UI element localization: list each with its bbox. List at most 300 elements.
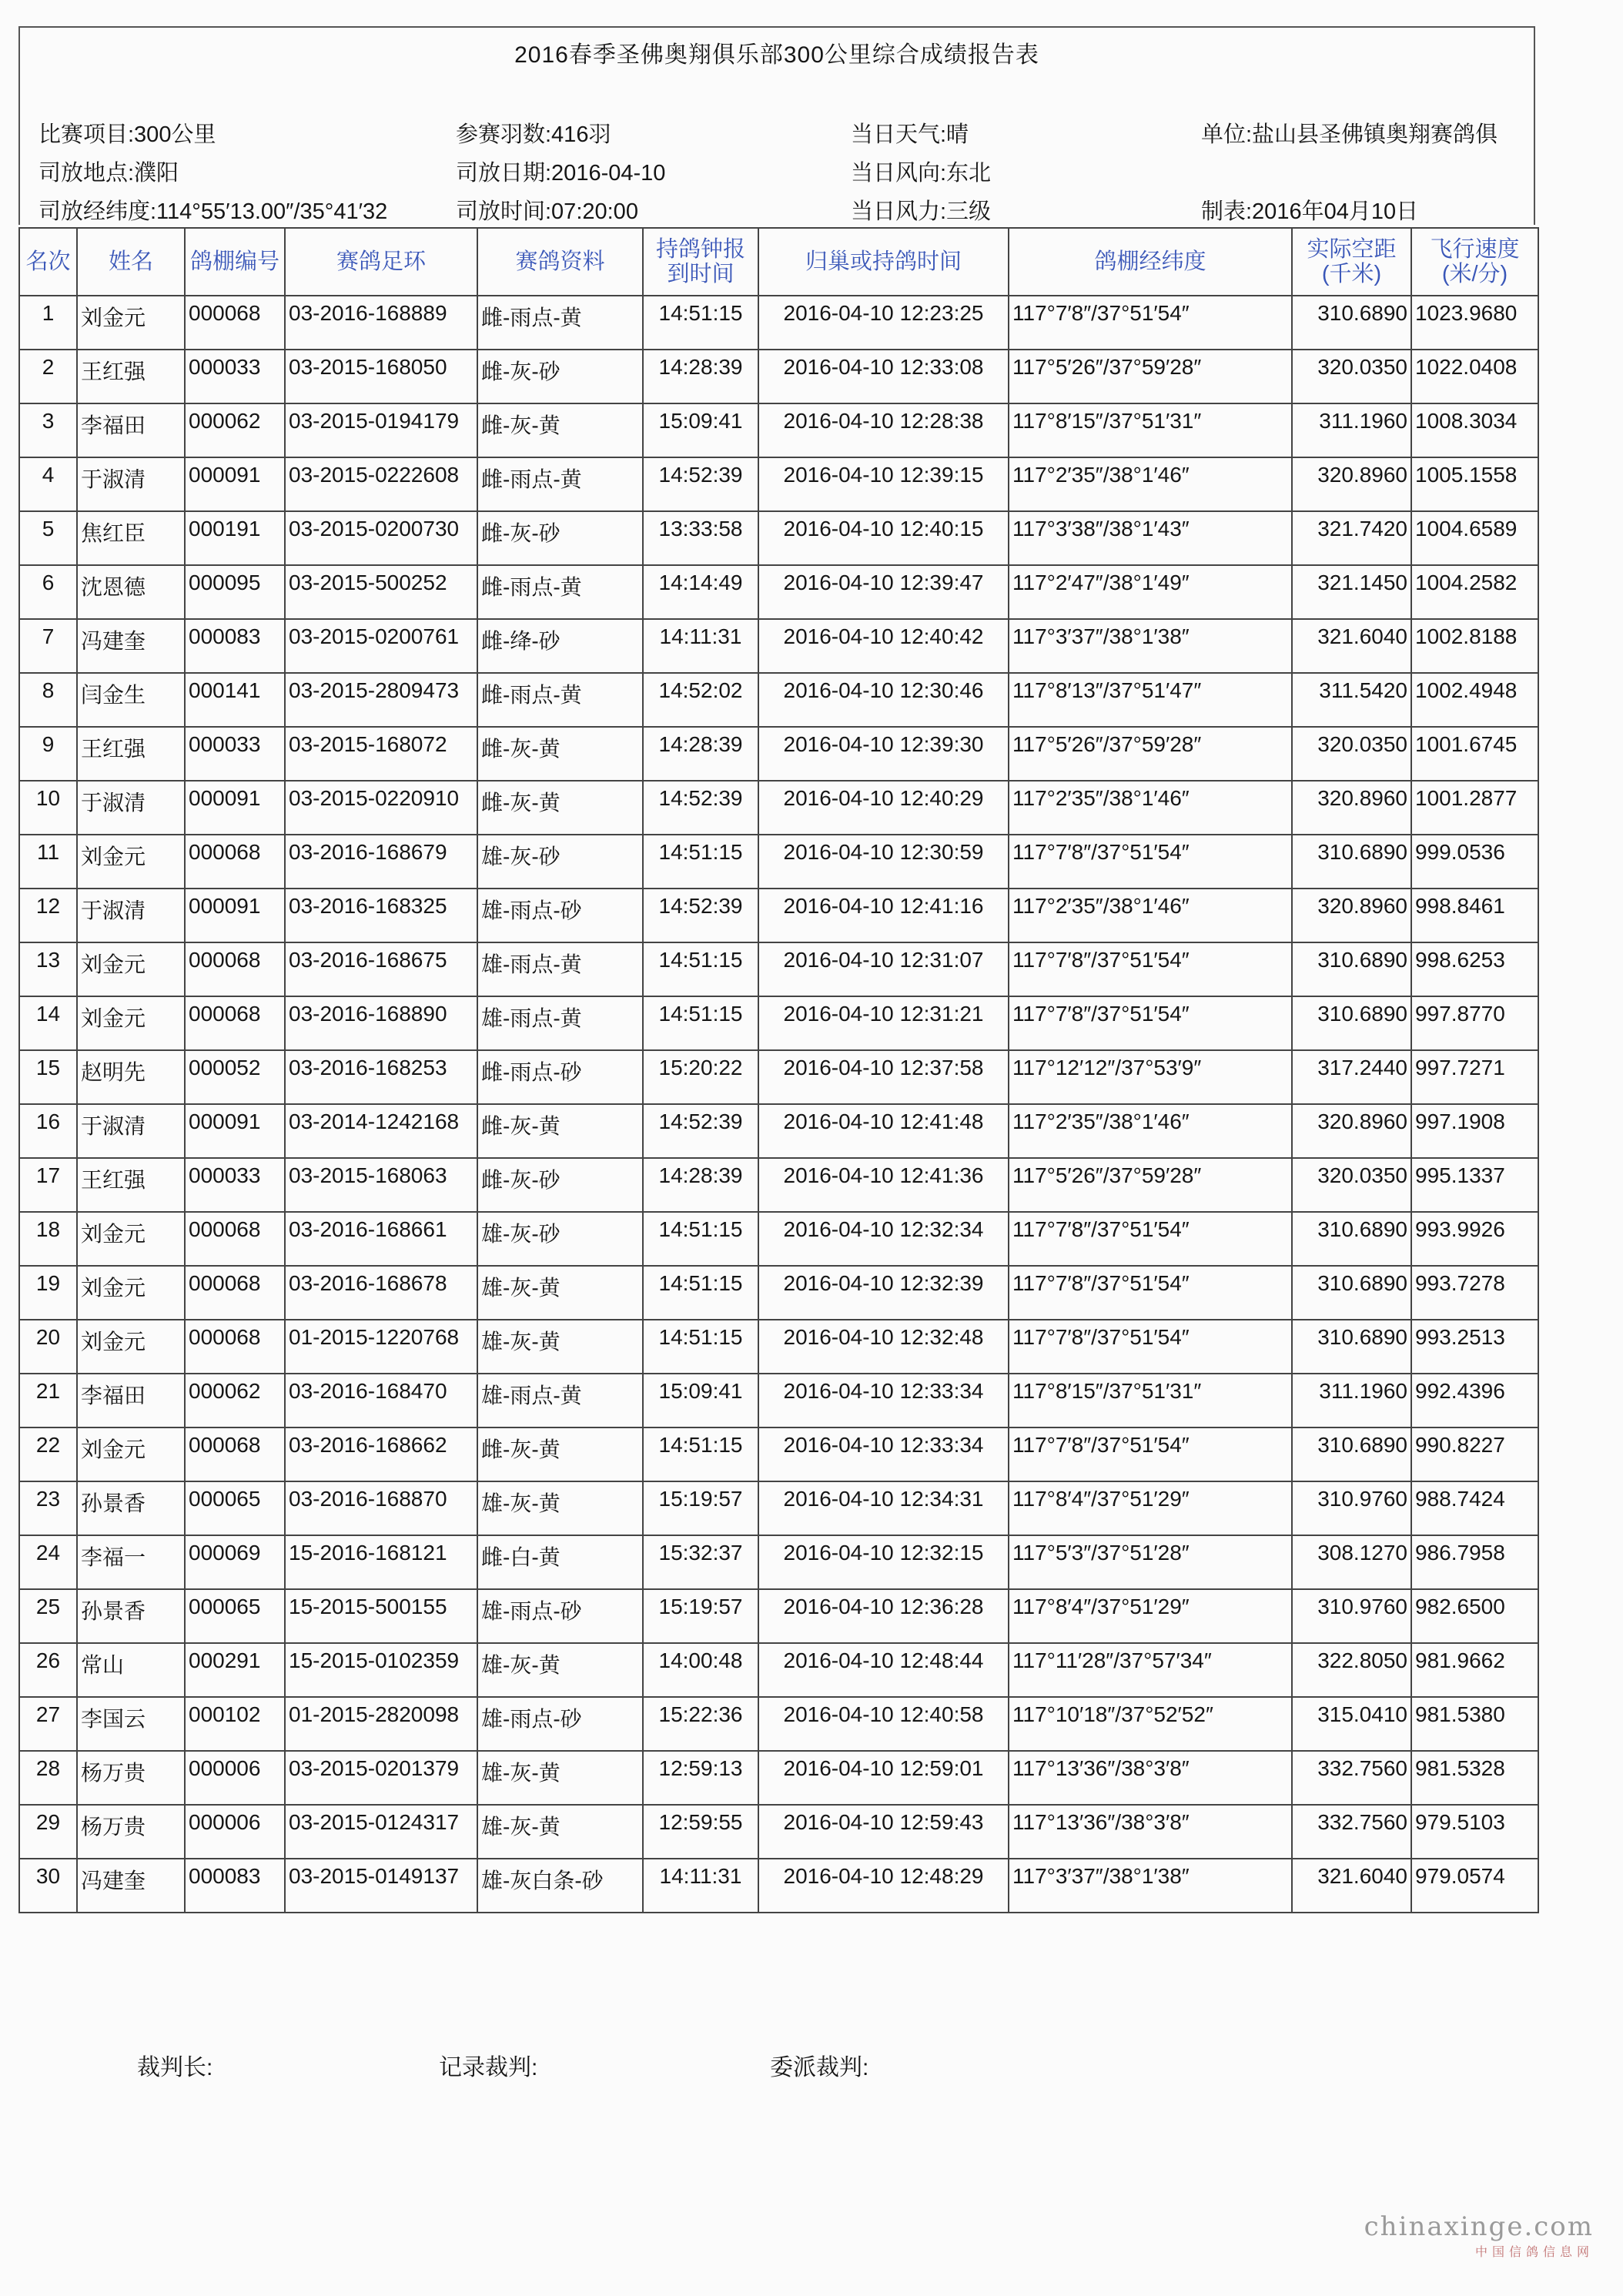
- loft-no-cell: 000065: [185, 1589, 285, 1643]
- rank-cell: 27: [19, 1697, 77, 1751]
- ring-cell: 03-2016-168470: [285, 1374, 477, 1427]
- column-header-bird: 赛鸽资料: [477, 228, 643, 296]
- loft-coords-cell: 117°8′15″/37°51′31″: [1009, 403, 1292, 457]
- name-cell: 常山: [77, 1643, 185, 1697]
- info-release-coords: 司放经纬度:114°55′13.00″/35°41′32: [38, 199, 388, 224]
- table-row: [19, 996, 1538, 1050]
- table-row: [19, 1104, 1538, 1158]
- bird-cell: 雌-灰-黄: [477, 781, 643, 835]
- distance-cell: 308.1270: [1292, 1535, 1411, 1589]
- loft-coords-cell: 117°12′12″/37°53′9″: [1009, 1050, 1292, 1104]
- rank-cell: 17: [19, 1158, 77, 1212]
- clock-time-cell: 15:19:57: [643, 1589, 758, 1643]
- loft-no-cell: 000033: [185, 350, 285, 403]
- loft-no-cell: 000095: [185, 565, 285, 619]
- bird-cell: 雄-灰-黄: [477, 1643, 643, 1697]
- arrival-cell: 2016-04-10 12:33:34: [758, 1427, 1009, 1481]
- clock-time-cell: 14:51:15: [643, 296, 758, 350]
- rank-cell: 22: [19, 1427, 77, 1481]
- table-row: [19, 1158, 1538, 1212]
- ring-cell: 03-2015-0222608: [285, 457, 477, 511]
- info-weather: 当日天气:晴: [851, 122, 969, 147]
- bird-cell: 雄-灰白条-砂: [477, 1859, 643, 1913]
- clock-time-cell: 15:19:57: [643, 1481, 758, 1535]
- table-row: [19, 1266, 1538, 1320]
- loft-coords-cell: 117°5′26″/37°59′28″: [1009, 727, 1292, 781]
- name-cell: 于淑清: [77, 457, 185, 511]
- column-header-clock-time: 持鸽钟报到时间: [643, 228, 758, 296]
- loft-no-cell: 000102: [185, 1697, 285, 1751]
- loft-no-cell: 000033: [185, 1158, 285, 1212]
- loft-coords-cell: 117°5′3″/37°51′28″: [1009, 1535, 1292, 1589]
- ring-cell: 03-2016-168325: [285, 889, 477, 942]
- table-row: [19, 889, 1538, 942]
- arrival-cell: 2016-04-10 12:32:48: [758, 1320, 1009, 1374]
- rank-cell: 30: [19, 1859, 77, 1913]
- arrival-cell: 2016-04-10 12:40:29: [758, 781, 1009, 835]
- bird-cell: 雌-绛-砂: [477, 619, 643, 673]
- clock-time-cell: 14:28:39: [643, 350, 758, 403]
- bird-cell: 雌-白-黄: [477, 1535, 643, 1589]
- loft-no-cell: 000065: [185, 1481, 285, 1535]
- loft-coords-cell: 117°2′35″/38°1′46″: [1009, 457, 1292, 511]
- loft-coords-cell: 117°3′38″/38°1′43″: [1009, 511, 1292, 565]
- ring-cell: 03-2016-168889: [285, 296, 477, 350]
- name-cell: 冯建奎: [77, 1859, 185, 1913]
- loft-coords-cell: 117°2′35″/38°1′46″: [1009, 889, 1292, 942]
- name-cell: 刘金元: [77, 1427, 185, 1481]
- bird-cell: 雄-雨点-砂: [477, 889, 643, 942]
- loft-no-cell: 000068: [185, 996, 285, 1050]
- loft-no-cell: 000091: [185, 781, 285, 835]
- speed-cell: 979.0574: [1411, 1859, 1538, 1913]
- rank-cell: 8: [19, 673, 77, 727]
- ring-cell: 03-2016-168253: [285, 1050, 477, 1104]
- table-row: [19, 1697, 1538, 1751]
- ring-cell: 03-2015-168063: [285, 1158, 477, 1212]
- arrival-cell: 2016-04-10 12:33:08: [758, 350, 1009, 403]
- speed-cell: 1001.2877: [1411, 781, 1538, 835]
- column-header-speed: 飞行速度(米/分): [1411, 228, 1538, 296]
- name-cell: 刘金元: [77, 1212, 185, 1266]
- speed-cell: 988.7424: [1411, 1481, 1538, 1535]
- info-release-date: 司放日期:2016-04-10: [456, 161, 666, 186]
- column-header-ring: 赛鸽足环: [285, 228, 477, 296]
- info-wind-force: 当日风力:三级: [851, 199, 992, 224]
- rank-cell: 3: [19, 403, 77, 457]
- arrival-cell: 2016-04-10 12:40:58: [758, 1697, 1009, 1751]
- distance-cell: 320.8960: [1292, 781, 1411, 835]
- loft-no-cell: 000191: [185, 511, 285, 565]
- distance-cell: 310.6890: [1292, 1320, 1411, 1374]
- loft-coords-cell: 117°7′8″/37°51′54″: [1009, 1212, 1292, 1266]
- clock-time-cell: 14:52:39: [643, 889, 758, 942]
- speed-cell: 1002.4948: [1411, 673, 1538, 727]
- distance-cell: 320.0350: [1292, 350, 1411, 403]
- loft-no-cell: 000068: [185, 1266, 285, 1320]
- clock-time-cell: 14:51:15: [643, 835, 758, 889]
- rank-cell: 21: [19, 1374, 77, 1427]
- bird-cell: 雌-灰-砂: [477, 1158, 643, 1212]
- rank-cell: 5: [19, 511, 77, 565]
- clock-time-cell: 15:09:41: [643, 1374, 758, 1427]
- name-cell: 冯建奎: [77, 619, 185, 673]
- rank-cell: 15: [19, 1050, 77, 1104]
- name-cell: 李福田: [77, 1374, 185, 1427]
- loft-no-cell: 000068: [185, 835, 285, 889]
- name-cell: 刘金元: [77, 1266, 185, 1320]
- distance-cell: 310.6890: [1292, 1212, 1411, 1266]
- ring-cell: 03-2015-0201379: [285, 1751, 477, 1805]
- loft-no-cell: 000091: [185, 1104, 285, 1158]
- arrival-cell: 2016-04-10 12:59:43: [758, 1805, 1009, 1859]
- arrival-cell: 2016-04-10 12:36:28: [758, 1589, 1009, 1643]
- distance-cell: 332.7560: [1292, 1805, 1411, 1859]
- loft-no-cell: 000033: [185, 727, 285, 781]
- name-cell: 赵明先: [77, 1050, 185, 1104]
- loft-coords-cell: 117°5′26″/37°59′28″: [1009, 350, 1292, 403]
- rank-cell: 6: [19, 565, 77, 619]
- speed-cell: 999.0536: [1411, 835, 1538, 889]
- loft-coords-cell: 117°2′35″/38°1′46″: [1009, 1104, 1292, 1158]
- name-cell: 王红强: [77, 1158, 185, 1212]
- speed-cell: 982.6500: [1411, 1589, 1538, 1643]
- name-cell: 王红强: [77, 350, 185, 403]
- speed-cell: 979.5103: [1411, 1805, 1538, 1859]
- bird-cell: 雌-灰-黄: [477, 727, 643, 781]
- rank-cell: 4: [19, 457, 77, 511]
- arrival-cell: 2016-04-10 12:34:31: [758, 1481, 1009, 1535]
- rank-cell: 2: [19, 350, 77, 403]
- ring-cell: 03-2015-500252: [285, 565, 477, 619]
- name-cell: 刘金元: [77, 296, 185, 350]
- arrival-cell: 2016-04-10 12:31:21: [758, 996, 1009, 1050]
- loft-coords-cell: 117°3′37″/38°1′38″: [1009, 619, 1292, 673]
- rank-cell: 16: [19, 1104, 77, 1158]
- table-header-row: [19, 228, 1538, 296]
- loft-no-cell: 000068: [185, 296, 285, 350]
- column-header-rank: 名次: [19, 228, 77, 296]
- clock-time-cell: 14:52:02: [643, 673, 758, 727]
- report-title: 2016春季圣佛奥翔俱乐部300公里综合成绩报告表: [514, 42, 1039, 68]
- table-row: [19, 1427, 1538, 1481]
- table-row: [19, 296, 1538, 350]
- distance-cell: 320.8960: [1292, 1104, 1411, 1158]
- info-wind-direction: 当日风向:东北: [851, 161, 992, 186]
- table-row: [19, 1320, 1538, 1374]
- loft-coords-cell: 117°13′36″/38°3′8″: [1009, 1805, 1292, 1859]
- arrival-cell: 2016-04-10 12:39:15: [758, 457, 1009, 511]
- clock-time-cell: 15:32:37: [643, 1535, 758, 1589]
- loft-no-cell: 000141: [185, 673, 285, 727]
- watermark-url: chinaxinge.com: [1364, 2211, 1594, 2242]
- info-event: 比赛项目:300公里: [38, 122, 216, 147]
- arrival-cell: 2016-04-10 12:37:58: [758, 1050, 1009, 1104]
- table-row: [19, 1481, 1538, 1535]
- loft-no-cell: 000062: [185, 1374, 285, 1427]
- distance-cell: 321.6040: [1292, 1859, 1411, 1913]
- bird-cell: 雄-灰-砂: [477, 1212, 643, 1266]
- distance-cell: 321.1450: [1292, 565, 1411, 619]
- table-row: [19, 565, 1538, 619]
- distance-cell: 310.6890: [1292, 296, 1411, 350]
- speed-cell: 992.4396: [1411, 1374, 1538, 1427]
- distance-cell: 320.8960: [1292, 889, 1411, 942]
- table-row: [19, 781, 1538, 835]
- name-cell: 刘金元: [77, 1320, 185, 1374]
- arrival-cell: 2016-04-10 12:59:01: [758, 1751, 1009, 1805]
- table-row: [19, 403, 1538, 457]
- loft-coords-cell: 117°8′4″/37°51′29″: [1009, 1481, 1292, 1535]
- arrival-cell: 2016-04-10 12:32:39: [758, 1266, 1009, 1320]
- clock-time-cell: 14:11:31: [643, 619, 758, 673]
- ring-cell: 15-2015-500155: [285, 1589, 477, 1643]
- ring-cell: 03-2016-168662: [285, 1427, 477, 1481]
- bird-cell: 雄-灰-黄: [477, 1481, 643, 1535]
- clock-time-cell: 14:51:15: [643, 1320, 758, 1374]
- bird-cell: 雄-雨点-黄: [477, 1374, 643, 1427]
- table-row: [19, 1751, 1538, 1805]
- rank-cell: 1: [19, 296, 77, 350]
- table-row: [19, 511, 1538, 565]
- ring-cell: 03-2016-168679: [285, 835, 477, 889]
- speed-cell: 1022.0408: [1411, 350, 1538, 403]
- name-cell: 沈恩德: [77, 565, 185, 619]
- bird-cell: 雄-灰-黄: [477, 1266, 643, 1320]
- bird-cell: 雄-雨点-黄: [477, 996, 643, 1050]
- arrival-cell: 2016-04-10 12:48:44: [758, 1643, 1009, 1697]
- ring-cell: 01-2015-1220768: [285, 1320, 477, 1374]
- loft-no-cell: 000091: [185, 889, 285, 942]
- table-row: [19, 1212, 1538, 1266]
- speed-cell: 990.8227: [1411, 1427, 1538, 1481]
- watermark: [1364, 2211, 1594, 2260]
- ring-cell: 03-2016-168675: [285, 942, 477, 996]
- bird-cell: 雄-灰-黄: [477, 1320, 643, 1374]
- name-cell: 李国云: [77, 1697, 185, 1751]
- speed-cell: 997.7271: [1411, 1050, 1538, 1104]
- distance-cell: 320.0350: [1292, 1158, 1411, 1212]
- arrival-cell: 2016-04-10 12:39:30: [758, 727, 1009, 781]
- arrival-cell: 2016-04-10 12:32:15: [758, 1535, 1009, 1589]
- name-cell: 孙景香: [77, 1589, 185, 1643]
- table-row: [19, 619, 1538, 673]
- distance-cell: 310.9760: [1292, 1589, 1411, 1643]
- loft-coords-cell: 117°8′15″/37°51′31″: [1009, 1374, 1292, 1427]
- ring-cell: 15-2015-0102359: [285, 1643, 477, 1697]
- clock-time-cell: 15:09:41: [643, 403, 758, 457]
- table-row: [19, 1805, 1538, 1859]
- column-header-loft-coords: 鸽棚经纬度: [1009, 228, 1292, 296]
- loft-coords-cell: 117°7′8″/37°51′54″: [1009, 1427, 1292, 1481]
- results-body: [19, 296, 1538, 1913]
- name-cell: 杨万贵: [77, 1751, 185, 1805]
- loft-no-cell: 000062: [185, 403, 285, 457]
- bird-cell: 雌-灰-砂: [477, 511, 643, 565]
- bird-cell: 雌-雨点-黄: [477, 296, 643, 350]
- bird-cell: 雌-雨点-黄: [477, 565, 643, 619]
- ring-cell: 03-2016-168678: [285, 1266, 477, 1320]
- table-row: [19, 727, 1538, 781]
- info-release-time: 司放时间:07:20:00: [456, 199, 638, 224]
- ring-cell: 03-2015-0200730: [285, 511, 477, 565]
- loft-coords-cell: 117°11′28″/37°57′34″: [1009, 1643, 1292, 1697]
- distance-cell: 321.6040: [1292, 619, 1411, 673]
- speed-cell: 1004.2582: [1411, 565, 1538, 619]
- clock-time-cell: 14:52:39: [643, 457, 758, 511]
- ring-cell: 03-2015-0194179: [285, 403, 477, 457]
- arrival-cell: 2016-04-10 12:41:48: [758, 1104, 1009, 1158]
- arrival-cell: 2016-04-10 12:41:16: [758, 889, 1009, 942]
- rank-cell: 26: [19, 1643, 77, 1697]
- loft-coords-cell: 117°7′8″/37°51′54″: [1009, 1320, 1292, 1374]
- ring-cell: 03-2015-0200761: [285, 619, 477, 673]
- bird-cell: 雌-雨点-黄: [477, 673, 643, 727]
- arrival-cell: 2016-04-10 12:31:07: [758, 942, 1009, 996]
- loft-coords-cell: 117°2′35″/38°1′46″: [1009, 781, 1292, 835]
- arrival-cell: 2016-04-10 12:32:34: [758, 1212, 1009, 1266]
- speed-cell: 1005.1558: [1411, 457, 1538, 511]
- speed-cell: 1023.9680: [1411, 296, 1538, 350]
- clock-time-cell: 14:51:15: [643, 1212, 758, 1266]
- loft-no-cell: 000083: [185, 619, 285, 673]
- distance-cell: 332.7560: [1292, 1751, 1411, 1805]
- results-table: [18, 227, 1539, 1913]
- distance-cell: 310.9760: [1292, 1481, 1411, 1535]
- info-entries: 参赛羽数:416羽: [456, 122, 611, 147]
- speed-cell: 986.7958: [1411, 1535, 1538, 1589]
- name-cell: 李福田: [77, 403, 185, 457]
- arrival-cell: 2016-04-10 12:40:15: [758, 511, 1009, 565]
- loft-no-cell: 000291: [185, 1643, 285, 1697]
- loft-coords-cell: 117°2′47″/38°1′49″: [1009, 565, 1292, 619]
- rank-cell: 9: [19, 727, 77, 781]
- speed-cell: 1002.8188: [1411, 619, 1538, 673]
- speed-cell: 1001.6745: [1411, 727, 1538, 781]
- info-release-site: 司放地点:濮阳: [38, 161, 179, 186]
- bird-cell: 雌-灰-黄: [477, 403, 643, 457]
- clock-time-cell: 14:00:48: [643, 1643, 758, 1697]
- speed-cell: 998.8461: [1411, 889, 1538, 942]
- ring-cell: 03-2015-168072: [285, 727, 477, 781]
- loft-no-cell: 000006: [185, 1805, 285, 1859]
- ring-cell: 03-2015-168050: [285, 350, 477, 403]
- loft-coords-cell: 117°7′8″/37°51′54″: [1009, 835, 1292, 889]
- speed-cell: 993.2513: [1411, 1320, 1538, 1374]
- loft-coords-cell: 117°7′8″/37°51′54″: [1009, 296, 1292, 350]
- distance-cell: 311.5420: [1292, 673, 1411, 727]
- table-row: [19, 673, 1538, 727]
- ring-cell: 03-2014-1242168: [285, 1104, 477, 1158]
- table-row: [19, 1050, 1538, 1104]
- loft-coords-cell: 117°7′8″/37°51′54″: [1009, 996, 1292, 1050]
- speed-cell: 993.9926: [1411, 1212, 1538, 1266]
- recording-referee-label: 记录裁判:: [439, 2055, 538, 2080]
- arrival-cell: 2016-04-10 12:33:34: [758, 1374, 1009, 1427]
- speed-cell: 993.7278: [1411, 1266, 1538, 1320]
- ring-cell: 03-2015-0124317: [285, 1805, 477, 1859]
- speed-cell: 981.5328: [1411, 1751, 1538, 1805]
- rank-cell: 12: [19, 889, 77, 942]
- clock-time-cell: 14:51:15: [643, 942, 758, 996]
- speed-cell: 1004.6589: [1411, 511, 1538, 565]
- watermark-site-name: 中国信鸽信息网: [1474, 2246, 1594, 2259]
- loft-no-cell: 000068: [185, 1212, 285, 1266]
- table-row: [19, 1374, 1538, 1427]
- rank-cell: 28: [19, 1751, 77, 1805]
- table-row: [19, 835, 1538, 889]
- clock-time-cell: 14:28:39: [643, 727, 758, 781]
- chief-referee-label: 裁判长:: [137, 2055, 213, 2080]
- column-header-arrival: 归巢或持鸽时间: [758, 228, 1009, 296]
- distance-cell: 310.6890: [1292, 996, 1411, 1050]
- column-header-distance: 实际空距(千米): [1292, 228, 1411, 296]
- rank-cell: 24: [19, 1535, 77, 1589]
- distance-cell: 321.7420: [1292, 511, 1411, 565]
- speed-cell: 1008.3034: [1411, 403, 1538, 457]
- rank-cell: 11: [19, 835, 77, 889]
- clock-time-cell: 14:52:39: [643, 781, 758, 835]
- bird-cell: 雌-雨点-砂: [477, 1050, 643, 1104]
- loft-coords-cell: 117°10′18″/37°52′52″: [1009, 1697, 1292, 1751]
- loft-coords-cell: 117°7′8″/37°51′54″: [1009, 942, 1292, 996]
- rank-cell: 29: [19, 1805, 77, 1859]
- rank-cell: 20: [19, 1320, 77, 1374]
- speed-cell: 981.5380: [1411, 1697, 1538, 1751]
- loft-no-cell: 000068: [185, 1427, 285, 1481]
- table-row: [19, 457, 1538, 511]
- bird-cell: 雌-灰-黄: [477, 1427, 643, 1481]
- speed-cell: 995.1337: [1411, 1158, 1538, 1212]
- info-unit: 单位:盐山县圣佛镇奥翔赛鸽俱: [1201, 122, 1498, 147]
- name-cell: 刘金元: [77, 835, 185, 889]
- name-cell: 孙景香: [77, 1481, 185, 1535]
- table-row: [19, 1535, 1538, 1589]
- table-row: [19, 1643, 1538, 1697]
- info-prepared-date: 制表:2016年04月10日: [1201, 199, 1419, 224]
- name-cell: 杨万贵: [77, 1805, 185, 1859]
- bird-cell: 雄-雨点-砂: [477, 1697, 643, 1751]
- distance-cell: 320.0350: [1292, 727, 1411, 781]
- distance-cell: 310.6890: [1292, 1266, 1411, 1320]
- rank-cell: 18: [19, 1212, 77, 1266]
- bird-cell: 雌-灰-砂: [477, 350, 643, 403]
- clock-time-cell: 14:51:15: [643, 1266, 758, 1320]
- clock-time-cell: 15:20:22: [643, 1050, 758, 1104]
- name-cell: 闫金生: [77, 673, 185, 727]
- arrival-cell: 2016-04-10 12:30:46: [758, 673, 1009, 727]
- loft-coords-cell: 117°8′4″/37°51′29″: [1009, 1589, 1292, 1643]
- name-cell: 于淑清: [77, 781, 185, 835]
- table-row: [19, 350, 1538, 403]
- name-cell: 刘金元: [77, 996, 185, 1050]
- distance-cell: 310.6890: [1292, 942, 1411, 996]
- name-cell: 刘金元: [77, 942, 185, 996]
- arrival-cell: 2016-04-10 12:39:47: [758, 565, 1009, 619]
- bird-cell: 雌-雨点-黄: [477, 457, 643, 511]
- ring-cell: 03-2016-168870: [285, 1481, 477, 1535]
- signature-line: [0, 2048, 1623, 2087]
- loft-no-cell: 000052: [185, 1050, 285, 1104]
- clock-time-cell: 14:11:31: [643, 1859, 758, 1913]
- arrival-cell: 2016-04-10 12:30:59: [758, 835, 1009, 889]
- distance-cell: 315.0410: [1292, 1697, 1411, 1751]
- clock-time-cell: 12:59:55: [643, 1805, 758, 1859]
- loft-no-cell: 000091: [185, 457, 285, 511]
- clock-time-cell: 13:33:58: [643, 511, 758, 565]
- name-cell: 于淑清: [77, 1104, 185, 1158]
- speed-cell: 981.9662: [1411, 1643, 1538, 1697]
